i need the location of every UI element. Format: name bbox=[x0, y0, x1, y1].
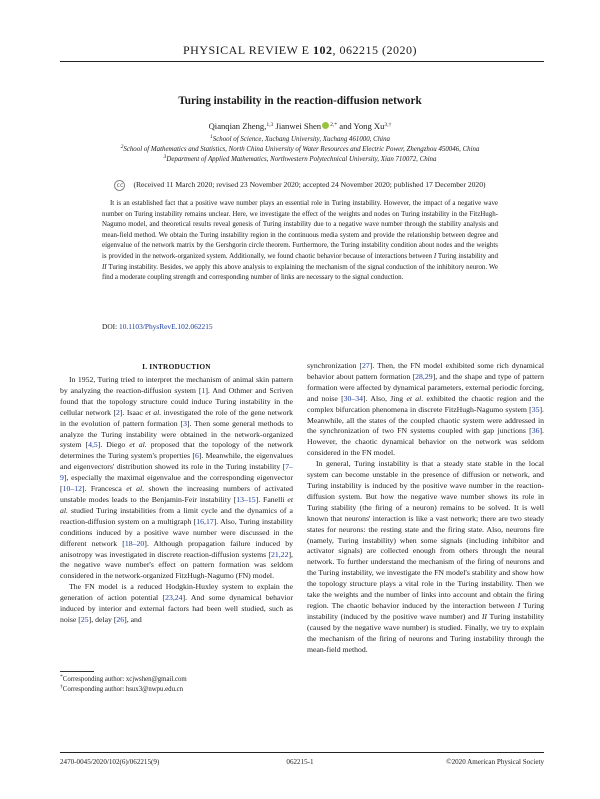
paragraph: The FN model is a reduced Hodgkin-Huxley system to explain the generation of action potential [23,24]. And some dynamical behavior induced by interior and external factors had been well studied, such as noise [25], delay [26], and bbox=[60, 582, 293, 624]
citation-link[interactable]: 27 bbox=[362, 361, 370, 370]
footer-rule bbox=[60, 752, 544, 753]
citation-link[interactable]: 25 bbox=[80, 614, 89, 624]
doi-link[interactable]: 10.1103/PhysRevE.102.062215 bbox=[119, 322, 213, 331]
journal-volume: 102 bbox=[313, 43, 333, 57]
affiliation: $^1$School of Science, Xuchang University, Xuchang 461000, China bbox=[209, 134, 390, 143]
citation-link[interactable]: 36 bbox=[531, 426, 540, 436]
journal-header bbox=[0, 43, 600, 58]
citation-link[interactable]: 13–15 bbox=[236, 494, 256, 504]
citation-link[interactable]: 4,5 bbox=[88, 440, 98, 450]
citation-link[interactable]: 28,29 bbox=[415, 371, 433, 381]
footnote-rule bbox=[60, 671, 94, 672]
author-list: Qianqian Zheng,$^{1,3}$ Jianwei Shen $^{2,*}$ and Yong $Xu^{3,\dagger}$ bbox=[208, 121, 392, 131]
doi: DOI: 10.1103/PhysRevE.102.062215 bbox=[102, 322, 213, 331]
article-title: Turing instability in the reaction-diffusion network bbox=[178, 95, 422, 107]
abstract: It is an established fact that a positive wave number plays an essential role in Turing instability. However, the impact of a negative wave number on Turing instability remains unclear. Here, we investigate the effect of the weights and nodes on Turing instability in the FitzHugh-Nagumo model, and theoretical results reveal genesis of Turing instability due to a negative wave number through the stability analysis and mean-field method. We obtain the Turing instability region in the continuous media system and provide the relationship between degree and eigenvalue of the network matrix by the Gershgorin circle theorem. Furthermore, the Turing instability condition about nodes and the weights is provided in the network-organized system. Additionally, we found chaotic behavior because of interactions between I Turing instability and II Turing instability. Besides, we apply this above analysis to explaining the mechanism of the signal conduction of the inhibitory neuron. We find a moderate coupling strength and corresponding number of links are necessary to the signal conduction. bbox=[102, 199, 498, 282]
affiliation: $^2$School of Mathematics and Statistics, North China University of Water Resources and Electric Power, Zhengzhou 450046, China bbox=[120, 144, 480, 153]
affiliation: $^3$Department of Applied Mathematics, Northwestern Polytechnical University, Xian 710072, China bbox=[163, 154, 437, 163]
footer-page: 062215-1 bbox=[286, 758, 314, 766]
author-2: Jianwei Shen bbox=[275, 121, 322, 131]
citation-link[interactable]: 21,22 bbox=[271, 549, 289, 559]
column-left bbox=[60, 375, 293, 626]
orcid-icon[interactable] bbox=[322, 122, 329, 129]
citation-link[interactable]: 23,24 bbox=[165, 593, 183, 603]
citation-link[interactable]: 2 bbox=[116, 407, 120, 417]
check-for-updates-icon[interactable]: cc bbox=[114, 180, 125, 191]
footer-issn: 2470-0045/2020/102(6)/062215(9) bbox=[60, 758, 160, 766]
column-right bbox=[307, 361, 544, 655]
paragraph: In general, Turing instability is that a steady state stable in the local system can become unstable in the presence of diffusion or network, and Turing instability is induced by the positive wave number in the reaction-diffusion system. But how the negative wave number shows its role in Turing stability (the firing of a neuron) remains to be solved. It is well known that neurons' interaction is like a vast network; there are two steady states for neurons: the resting state and the firing state. Also, neurons fire (namely, Turing instability) when some signals (including inhibitor and activator signals) are collected enough from others through the neural network. To further understand the mechanism of the firing of neurons and the Turing instability, we investigate the FN model's stability and show how the topology structure plays a vital role in the Turing instability. Then we take the weights and the number of links into account and obtain the firing region. The chaotic behavior induced by the interaction between I Turing instability (induced by the positive wave number) and II Turing instability (caused by the negative wave number) is studied. Finally, we try to explain the mechanism of the firing of neurons and Turing instability through the mean-field method. bbox=[307, 459, 544, 654]
author-1: Qianqian Zheng, bbox=[208, 121, 267, 131]
citation-link[interactable]: 3 bbox=[183, 418, 187, 428]
citation-link[interactable]: 35 bbox=[531, 404, 540, 414]
citation-link[interactable]: 10–12 bbox=[62, 484, 82, 494]
citation-link[interactable]: 7–9 bbox=[60, 462, 293, 483]
journal-article: , 062215 (2020) bbox=[332, 43, 417, 57]
footnote: †Corresponding author: hsux3@nwpu.edu.cn bbox=[60, 684, 184, 693]
footnote: *Corresponding author: xcjwshen@gmail.com bbox=[60, 674, 187, 683]
author-3: and Yong Xu bbox=[339, 121, 385, 131]
citation-link[interactable]: 1 bbox=[201, 385, 206, 395]
footer-copyright: ©2020 American Physical Society bbox=[446, 758, 544, 766]
citation-link[interactable]: 26 bbox=[116, 614, 125, 624]
citation-link[interactable]: 18–20 bbox=[124, 538, 145, 548]
paragraph: In 1952, Turing tried to interpret the mechanism of animal skin pattern by analyzing the reaction-diffusion system [1]. And Othmer and Scriven found that the topology structure could induce Turing instability in the cellular network [2]. Isaac et al. investigated the role of the gene network in the evolution of pattern formation [3]. Then some general methods to analyze the Turing instability were obtained in the network-organized system [4,5]. Diego et al. proposed that the topology of the network determines the Turing system's properties [6]. Meanwhile, the eigenvalues and eigenvectors' distribution showed its role in the Turing instability [7–9], especially the maximal eigenvalue and the corresponding eigenvector [10–12]. Francesca et al. shown the increasing numbers of activated unstable modes leads to the Benjamin-Feir instability [13–15]. Fanelli et al. studied Turing instabilities from a limit cycle and the dynamics of a reaction-diffusion system on a multigraph [16,17]. Also, Turing instability conditions induced by a positive wave number were discussed in the different network [18–20]. Although propagation failure induced by anisotropy was investigated in discrete reaction-diffusion systems [21,22], the negative wave number's effect on pattern formation was seldom considered in the network-organized FitzHugh-Nagumo (FN) model. bbox=[60, 375, 294, 581]
received-dates: cc (Received 11 March 2020; revised 23 November 2020; accepted 24 November 2020; published 17 December 2020) bbox=[40, 180, 560, 191]
header-rule bbox=[60, 61, 544, 62]
journal-name: PHYSICAL REVIEW E bbox=[183, 43, 310, 57]
citation-link[interactable]: 30–34 bbox=[343, 393, 364, 403]
paragraph: synchronization [27]. Then, the FN model exhibited some rich dynamical behavior about pattern formation [28,29], and the shape and type of pattern formation were affected by dynamical parameters, external periodic forcing, and noise [30–34]. Also, Jing et al. exhibited the chaotic region and the complex bifurcation phenomena in discrete FitzHugh-Nagumo system [35]. Meanwhile, all the states of the coupled chaotic system were addressed in the synchronization of two FN systems coupled with gap junctions [36]. However, the chaotic dynamical behavior on the network was seldom considered in the FN model. bbox=[307, 361, 544, 458]
section-heading: I. INTRODUCTION bbox=[142, 362, 211, 371]
citation-link[interactable]: 16,17 bbox=[196, 516, 214, 526]
citation-link[interactable]: 6 bbox=[194, 451, 199, 461]
